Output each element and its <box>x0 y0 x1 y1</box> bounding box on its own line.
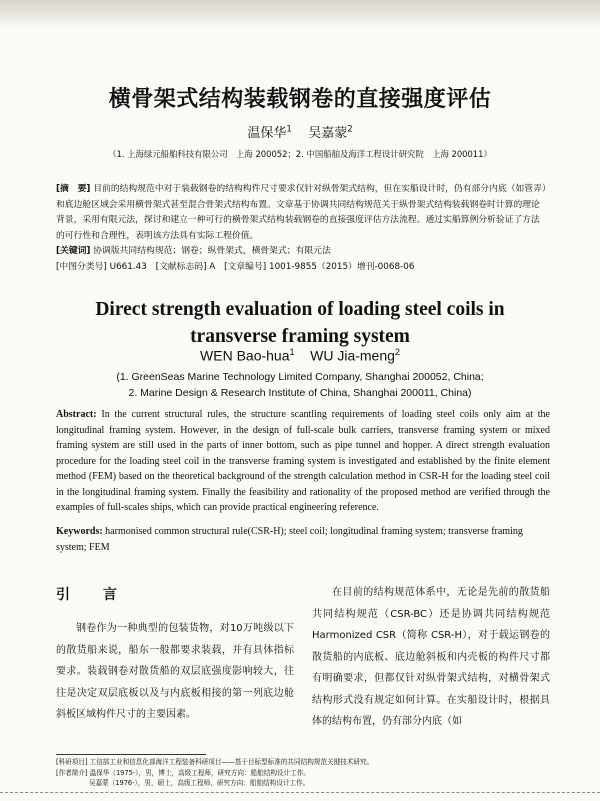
title-english <box>0 296 600 350</box>
title-english-line-2: transverse framing system <box>190 326 410 347</box>
footnotes <box>56 757 550 789</box>
author-2-en-sup: 2 <box>394 347 400 357</box>
affiliation-english-line-1: (1. GreenSeas Marine Technology Limited Company, Shanghai 200052, China; <box>116 371 484 383</box>
section-heading-introduction: 引 言 <box>56 587 131 603</box>
affiliation-english <box>0 369 600 401</box>
body-paragraph-right: 在目前的结构规范体系中，无论是先前的散货船共同结构规范（CSR-BC）还是协调共同结构规范 Harmonized CSR（简称 CSR-H），对于载运钢卷的散货船的内底板、底边舱斜板和内壳板的构件尺寸都有明确要求，但都仅针对纵骨架式结构，对横骨架式结构形式没有规定如何计算。在实船设计时，根据具体的结构布置，仍有部分内底（如 <box>312 587 550 727</box>
abstract-cn-label: [摘 要] <box>56 184 91 194</box>
author-1-cn-sup: 1 <box>286 123 292 134</box>
abstract-chinese <box>56 182 548 275</box>
affiliation-english-line-2: 2. Marine Design & Research Institute of China, Shanghai 200011, China) <box>128 387 472 399</box>
authors-english <box>0 347 600 364</box>
abstract-english <box>56 407 550 516</box>
keywords-cn-text: 协调版共同结构规范；钢卷；纵骨架式，横骨架式；有限元法 <box>93 246 331 256</box>
authors-chinese <box>0 122 600 141</box>
author-1-en-sup: 1 <box>289 347 295 357</box>
body-paragraph-left: 钢卷作为一种典型的包装货物，对10万吨级以下的散货船来说，船东一般都要求装载，并有具体指标要求。装载钢卷对散货船的双层底强度影响较大，往往是决定双层底板以及与内底板相接的第一列底边舱斜板区域构件尺寸的主要因素。 <box>56 623 294 720</box>
title-english-line-1: Direct strength evaluation of loading steel coils in <box>95 299 505 320</box>
keywords-cn-label: [关键词] <box>56 246 91 256</box>
author-1-en: WEN Bao-hua <box>200 347 290 364</box>
title-chinese: 横骨架式结构装载钢卷的直接强度评估 <box>108 87 492 112</box>
author-2-cn-sup: 2 <box>347 123 353 134</box>
keywords-cn-line <box>56 244 548 260</box>
footnote-author-2: 吴嘉蒙（1976-），男，硕士，高级工程师，研究方向：船舶结构设计工作。 <box>56 779 310 787</box>
footnote-funding: [科研项目] 工信部工业和信息化部海洋工程装备科研项目——基于目标型标准的共同结构规范关键技术研究。 <box>56 758 374 766</box>
bottom-scan-line <box>0 792 600 793</box>
scan-edge <box>0 0 600 28</box>
abstract-en-label: Abstract: <box>56 409 97 420</box>
body-column-right <box>312 582 550 733</box>
footnote-rule <box>56 754 206 755</box>
author-2-cn: 吴嘉蒙 <box>308 126 348 141</box>
abstract-cn-text: 目前的结构规范中对于装载钢卷的结构构件尺寸要求仅针对纵骨架式结构，但在实船设计时，仍有部分内底（如管弄）和底边舱区域会采用横骨架式甚至混合骨架式结构布置。文章基于协调共同结构规范关于纵骨架式结构装载钢卷时计算的理论背景，采用有限元法，探讨和建立一种可行的横骨架式结构装载钢卷的直接强度评估方法流程。通过实船算例分析验证了方法的可行性和合理性，表明该方法具有实际工程价值。 <box>56 184 547 241</box>
abstract-en-text: In the current structural rules, the structure scantling requirements of loading steel coils only aim at the longitudinal framing system. However, in the design of full-scale bulk carriers, transverse framing system or mixed framing system are still used in the parts of inner bottom, such as pipe tunnel and hopper. A direct strength evaluation procedure for the loading steel coil in the transverse framing system is investigated and established by the finite element method (FEM) based on the theoretical background of the strength calculation method in CSR-H for the loading steel coil in the longitudinal framing system. Finally the feasibility and rationality of the proposed method are verified through the examples of full-scales ships, which can provide practical engineering reference. <box>56 409 550 513</box>
keywords-en-label: Keywords: <box>56 526 103 537</box>
keywords-en-text: harmonised common structural rule(CSR-H); steel coil; longitudinal framing system; transverse framing system; FEM <box>56 526 523 553</box>
classification-line: [中图分类号] U661.43 [文献标志码] A [文章编号] 1001-9855（2015）增刊-0068-06 <box>56 261 415 272</box>
author-1-cn: 温保华 <box>247 126 287 141</box>
keywords-english <box>56 524 550 555</box>
affiliation-chinese: （1. 上海绿元船舶科技有限公司 上海 200052；2. 中国船舶及海洋工程设计研究院 上海 200011） <box>108 149 492 159</box>
body-column-left <box>56 618 294 726</box>
author-2-en: WU Jia-meng <box>310 347 395 364</box>
footnote-author-1: [作者简介] 温保华（1975-），男，博士，高级工程师，研究方向：船舶结构设计工作。 <box>56 768 310 777</box>
